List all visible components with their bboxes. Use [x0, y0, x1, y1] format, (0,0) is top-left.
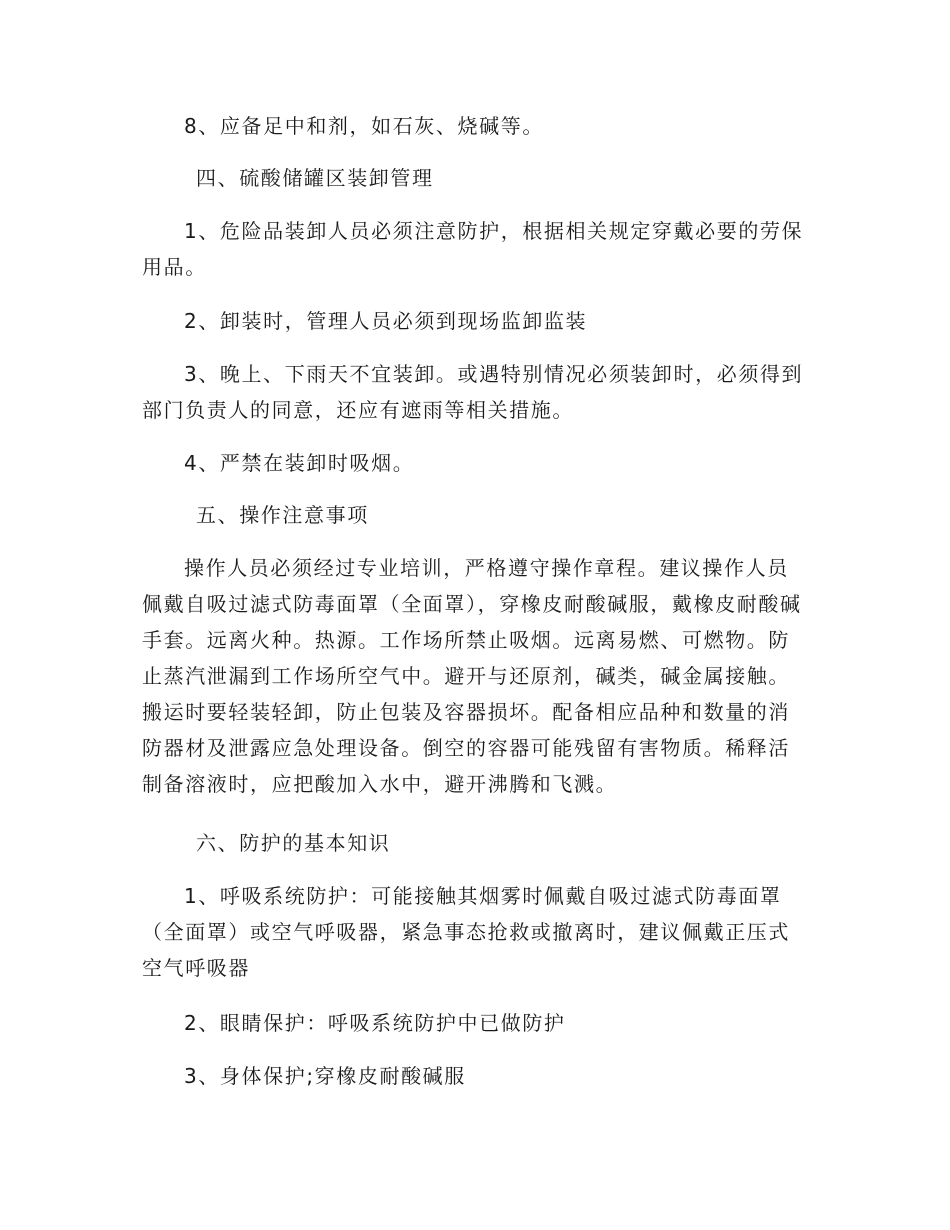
section-heading-6: 六、防护的基本知识	[196, 831, 391, 855]
paragraph-loading-protection: 1、危险品装卸人员必须注意防护，根据相关规定穿戴必要的劳保用品。	[142, 219, 804, 279]
paragraph-operation-notes: 操作人员必须经过专业培训，严格遵守操作章程。建议操作人员佩戴自吸过滤式防毒面罩（全面罩），穿橡皮耐酸碱服，戴橡皮耐酸碱手套。远离火种。热源。工作场所禁止吸烟。远离易燃、可燃物。防止蒸汽泄漏到工作场所空气中。避开与还原剂，碱类，碱金属接触。搬运时要轻装轻卸，防止包装及容器损坏。配备相应品种和数量的消防器材及泄露应急处理设备。倒空的容器可能残留有害物质。稀释活制备溶液时，应把酸加入水中，避开沸腾和飞溅。	[142, 556, 802, 796]
paragraph-weather: 3、晚上、下雨天不宜装卸。或遇特别情况必须装卸时，必须得到部门负责人的同意，还应有遮雨等相关措施。	[142, 362, 804, 422]
paragraph-respiratory: 1、呼吸系统防护：可能接触其烟雾时佩戴自吸过滤式防毒面罩（全面罩）或空气呼吸器，紧急事态抢救或撤离时，建议佩戴正压式空气呼吸器	[142, 884, 790, 980]
paragraph-eye-protection: 2、眼睛保护：呼吸系统防护中已做防护	[184, 1011, 566, 1035]
paragraph-body-protection: 3、身体保护;穿橡皮耐酸碱服	[184, 1064, 466, 1088]
paragraph-supervision: 2、卸装时，管理人员必须到现场监卸监装	[184, 309, 588, 333]
paragraph-no-smoking: 4、严禁在装卸时吸烟。	[184, 451, 415, 475]
paragraph-neutralizer: 8、应备足中和剂，如石灰、烧碱等。	[184, 114, 544, 138]
section-heading-5: 五、操作注意事项	[196, 503, 369, 527]
section-heading-4: 四、硫酸储罐区装卸管理	[196, 166, 434, 190]
